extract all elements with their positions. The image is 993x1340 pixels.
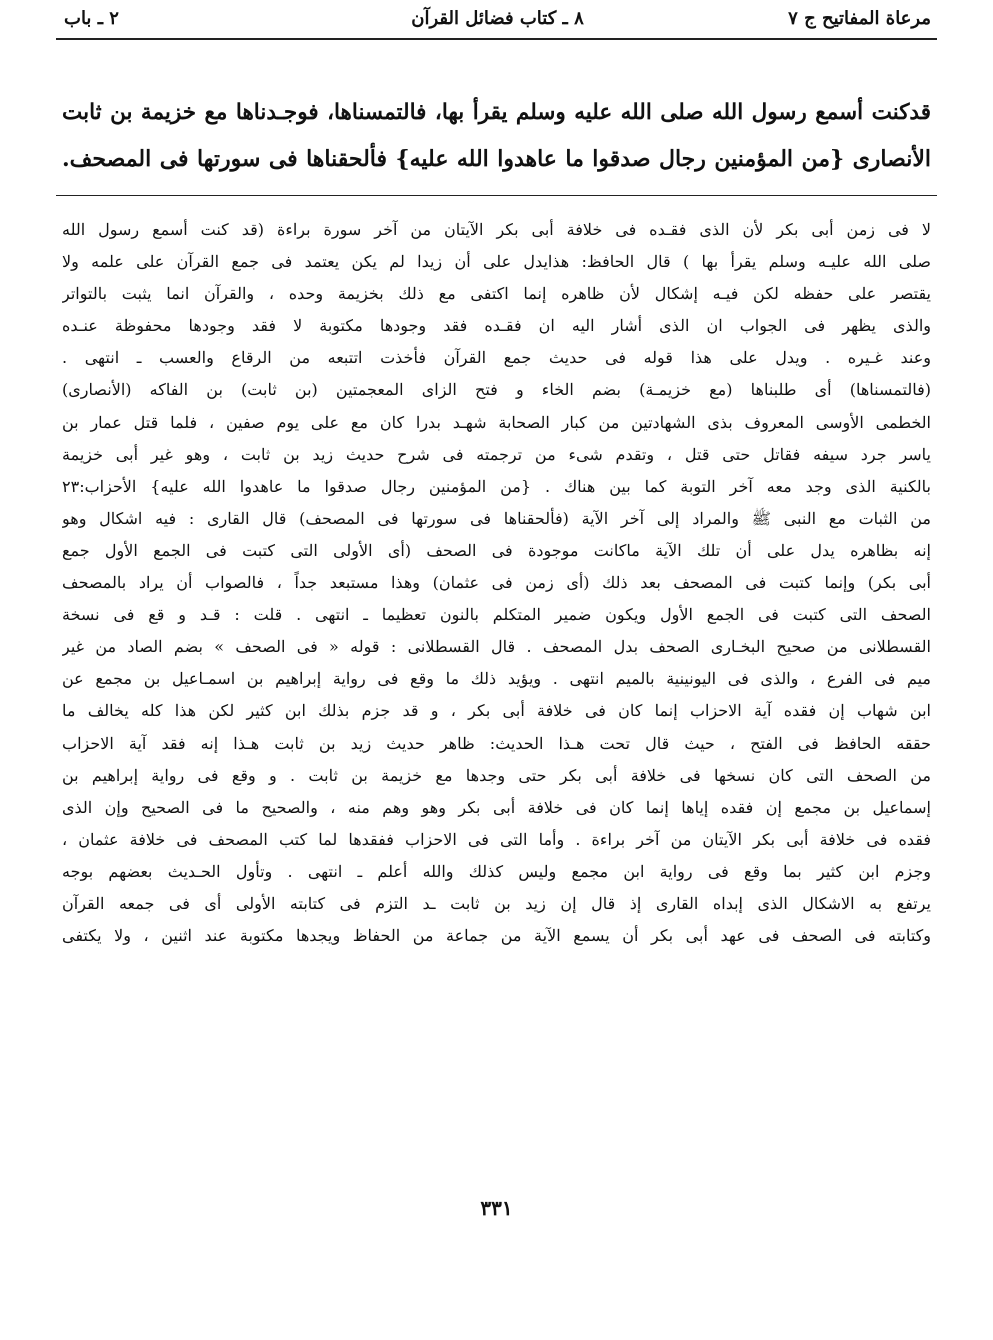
commentary-line: (فالتمسناها) أى طلبناها (مع خزيمـة) بضم الخاء و فتح الزاى المعجمتين (بن ثابت) بن الفاكه (الأنصارى) — [62, 380, 931, 400]
commentary-line: حققه الحافظ فى الفتح ، حيث قال تحت هـذا الحديث: ظاهر حديث زيد بن ثابت هـذا إنه فقد آية الاحزاب — [62, 733, 931, 753]
commentary-line: الخطمى الأوسى المعروف بذى الشهادتين من كبار الصحابة شهـد بدرا كان مع على يوم صفين ، فلما قتل عمار بن — [62, 412, 931, 432]
commentary-line: القسطلانى من صحيح البخـارى الصحف بدل المصحف . قال القسطلانى : قوله « فى الصحف » بضم الصاد من غير — [62, 637, 931, 657]
commentary-line: إنه بظاهره يدل على أن تلك الآية ماكانت موجودة فى الصحف (أى الأولى التى كتبت فى الجمع الأول جمع — [62, 540, 931, 560]
commentary-line: وعند غـيره . ويدل على هذا قوله فى حديث جمع القرآن فأخذت اتتبعه من الرقاع والعسب ـ انتهى . — [62, 348, 931, 368]
commentary-line: أبى بكر) وإنما كتبت فى المصحف بعد ذلك (أى زمن فى عثمان) وهذا مستبعد جداً ، فالصواب أن يراد بالمصحف — [62, 573, 931, 593]
commentary-line: من الصحف التى كان نسخها فى خلافة أبى بكر حتى وجدها مع خزيمة بن ثابت . و وقع فى رواية إبراهيم بن — [62, 765, 931, 785]
commentary-line: وكتابته فى الصحف فى عهد أبى بكر أن يسمع الآية من جماعة من الحفاظ ويجدها مكتوبة عند اثنين ، ولا يكتفى — [62, 926, 931, 946]
commentary-line: لا فى زمن أبى بكر لأن الذى فقـده فى خلافة أبى بكر الآيتان من آخر سورة براءة (قد كنت أسمع رسول الله — [62, 220, 931, 239]
running-header — [64, 4, 931, 34]
header-section: ٢ ـ باب — [64, 8, 119, 29]
commentary-line: الصحف التى كتبت فى الجمع الأول ويكون ضمير المتكلم بالنون تعظيما ـ انتهى . قلت : قـد و قع فى نسخة — [62, 605, 931, 625]
commentary-line: والذى يظهر فى الجواب ان الذى أشار اليه ان فقـده فقد وجودها مكتوبة لا فقد وجودها محفوظة عنـده — [62, 316, 931, 336]
commentary-line: فقده فى خلافة أبى بكر الآيتان من آخر براءة . وأما التى فى الاحزاب ففقدها لما كتب المصحف فى خلافة عثمان ، — [62, 829, 931, 849]
hadith-line: قدكنت أسمع رسول الله صلى الله عليه وسلم يقرأ بها، فالتمسناها، فوجـدناها مع خزيمة بن ثابت — [62, 100, 931, 125]
page-number: ٣٣١ — [480, 1196, 513, 1220]
commentary-line: إسماعيل بن مجمع إن فقده إياها إنما كان فى خلافة أبى بكر وهو وهم منه ، والصحيح ما فى الصحيح وإن الذى — [62, 797, 931, 817]
hadith-text — [62, 90, 931, 182]
commentary-text — [62, 214, 931, 952]
text-divider — [56, 195, 937, 196]
hadith-line: الأنصارى {من المؤمنين رجال صدقوا ما عاهدوا الله عليه} فألحقناها فى سورتها فى المصحف. — [62, 146, 931, 172]
commentary-line: ابن شهاب إن فقده آية الاحزاب إنما كان فى خلافة أبى بكر ، و قد جزم بذلك ابن كثير لكن هذا كله يخالف ما — [62, 701, 931, 721]
header-book-title: مرعاة المفاتيح ج ٧ — [788, 8, 931, 29]
commentary-line: من الثبات مع النبى ﷺ والمراد إلى آخر الآية (فألحقناها فى سورتها فى المصحف) قال القارى : فيه اشكال وهو — [62, 508, 931, 528]
commentary-line: بالكنية الذى وجد معه آخر التوبة كما بين هناك . {من المؤمنين رجال صدقوا ما عاهدوا الله عليه} الأحزاب:٢٣ — [62, 476, 931, 496]
commentary-line: صلى الله عليـه وسلم يقرأ بها ) قال الحافظ: هذايدل على أن زيدا لم يكن يعتمد فى جمع القرآن على علمه ولا — [62, 252, 931, 272]
commentary-line: وجزم ابن كثير بما وقع فى رواية ابن مجمع وليس كذلك والله أعلم ـ انتهى . وتأول الحـديث بعضهم بوجه — [62, 861, 931, 881]
commentary-line: يقتصر على حفظه لكن فيـه إشكال لأن ظاهره إنما اكتفى مع ذلك بخزيمة وحده ، والقرآن انما يثبت بالتواتر — [62, 284, 931, 304]
commentary-line: يرتفع به الاشكال الذى إبداه القارى إذ قال إن زيد بن ثابت ـد التزم فى كتابته الأولى أى فى جمعه القرآن — [62, 893, 931, 913]
commentary-line: ميم فى الفرع ، والذى فى اليونينية بالميم انتهى . ويؤيد ذلك ما وقع فى رواية إبراهيم بن اسمـاعيل بن مجمع عن — [62, 669, 931, 689]
commentary-line: ياسر جرد سيفه فقاتل حتى قتل ، وتقدم شىء من ترجمته فى شرح حديث زيد بن ثابت ، وهو غير أبى خزيمة — [62, 444, 931, 464]
header-divider — [56, 38, 937, 40]
header-chapter: ٨ ـ كتاب فضائل القرآن — [411, 8, 584, 29]
